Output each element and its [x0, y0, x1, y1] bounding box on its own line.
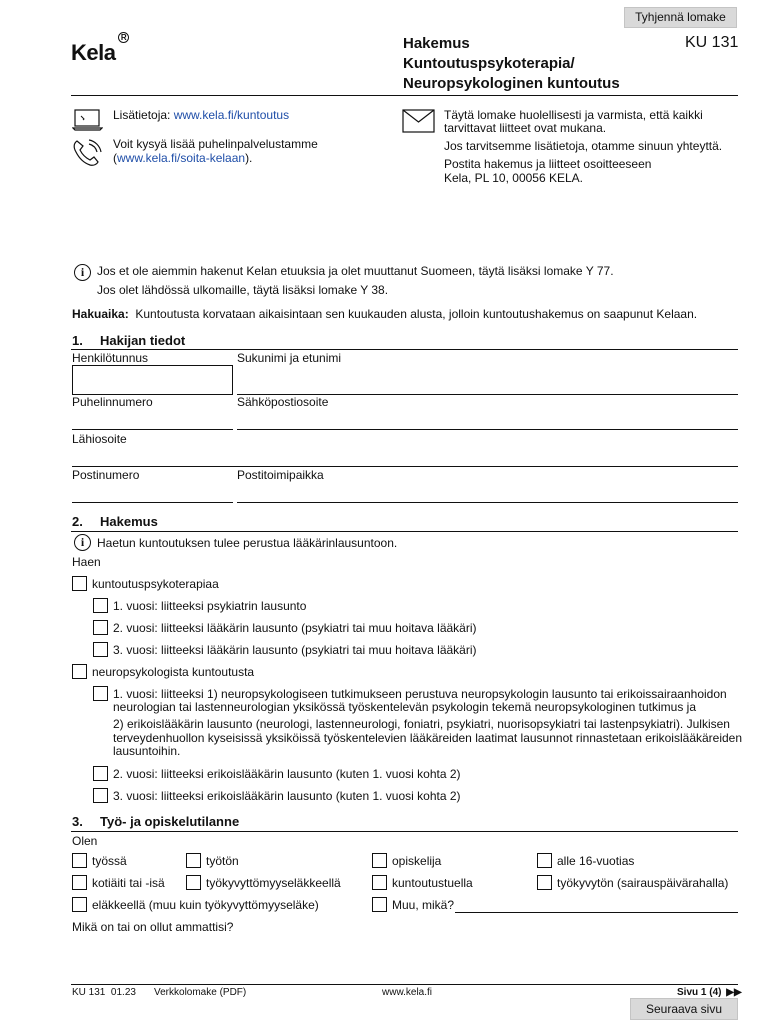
under16-label: alle 16-vuotias [557, 854, 635, 868]
name-label: Sukunimi ja etunimi [237, 351, 342, 365]
disability-pension-checkbox[interactable] [186, 875, 201, 890]
footer-page-number [677, 987, 742, 998]
psychotherapy-year2-label: 2. vuosi: liitteeksi lääkärin lausunto (psykiatri tai muu hoitava lääkäri) [113, 621, 477, 635]
section1-divider [71, 349, 738, 350]
notice-line-2: Jos olet lähdössä ulkomaille, täytä lisäksi lomake Y 38. [97, 283, 389, 297]
ssn-label: Henkilötunnus [72, 351, 149, 365]
section2-info-icon: i [74, 534, 91, 551]
footer-website: www.kela.fi [382, 987, 433, 998]
email-label: Sähköpostiosoite [237, 395, 329, 409]
header-title-1: Hakemus [403, 35, 470, 52]
neuropsych-year2-checkbox[interactable] [93, 766, 108, 781]
clear-form-button[interactable]: Tyhjennä lomake [624, 7, 737, 28]
application-period [72, 307, 697, 321]
student-label: opiskelija [392, 854, 442, 868]
application-period-text: Kuntoutusta korvataan aikaisintaan sen kuukauden alusta, jolloin kuntoutushakemus on saapunut Kelaan. [135, 307, 698, 321]
envelope-icon [402, 109, 435, 133]
profession-input[interactable] [72, 938, 738, 955]
more-info-line [113, 108, 289, 122]
address-input[interactable] [72, 450, 738, 467]
city-input[interactable] [237, 486, 738, 503]
mail-line-1: Täytä lomake huolellisesti ja varmista, että kaikki [444, 108, 703, 122]
phone-icon [71, 138, 103, 168]
profession-label: Mikä on tai on ollut ammattisi? [72, 920, 234, 934]
mail-line-5: Kela, PL 10, 00056 KELA. [444, 171, 583, 185]
header-title-3: Neuropsykologinen kuntoutus [403, 75, 620, 92]
phone-paren-close: ). [245, 151, 253, 165]
apply-label: Haen [72, 555, 101, 569]
psychotherapy-checkbox[interactable] [72, 576, 87, 591]
form-code: KU 131 [685, 34, 739, 51]
next-page-button[interactable]: Seuraava sivu [630, 998, 738, 1020]
info-icon: i [74, 264, 91, 281]
homemaker-checkbox[interactable] [72, 875, 87, 890]
footer-form-code: KU 131 01.23 [72, 987, 136, 998]
more-info-label: Lisätietoja: [113, 108, 174, 122]
mail-line-3: Jos tarvitsemme lisätietoja, otamme sinuun yhteyttä. [444, 139, 723, 153]
unemployed-checkbox[interactable] [186, 853, 201, 868]
working-checkbox[interactable] [72, 853, 87, 868]
student-checkbox[interactable] [372, 853, 387, 868]
phone-info-line1: Voit kysyä lisää puhelinpalvelustamme [113, 137, 318, 151]
neuropsych-year1-checkbox[interactable] [93, 686, 108, 701]
city-label: Postitoimipaikka [237, 468, 324, 482]
working-label: työssä [92, 854, 127, 868]
other-checkbox[interactable] [372, 897, 387, 912]
header-title-2: Kuntoutuspsykoterapia/ [403, 55, 575, 72]
other-input[interactable] [455, 896, 738, 913]
psychotherapy-year3-checkbox[interactable] [93, 642, 108, 657]
neuropsych-year1-line5: lausuntoihin. [113, 744, 181, 758]
phone-service-link[interactable]: www.kela.fi/soita-kelaan [117, 151, 246, 165]
postcode-input[interactable] [72, 486, 233, 503]
neuropsych-year1-line3: 2) erikoislääkärin lausunto (neurologi, lastenneurologi, foniatri, psykiatri, nuorisopsykiatri tai lastenpsykiatri). Julkisen [113, 717, 730, 731]
more-info-link[interactable]: www.kela.fi/kuntoutus [173, 108, 290, 122]
phone-input[interactable] [72, 413, 233, 430]
logo-text: Kela [71, 40, 116, 65]
name-input[interactable] [237, 378, 738, 395]
psychotherapy-year2-checkbox[interactable] [93, 620, 108, 635]
neuropsych-year3-checkbox[interactable] [93, 788, 108, 803]
psychotherapy-year3-label: 3. vuosi: liitteeksi lääkärin lausunto (psykiatri tai muu hoitava lääkäri) [113, 643, 477, 657]
psychotherapy-year1-label: 1. vuosi: liitteeksi psykiatrin lausunto [113, 599, 307, 613]
pension-label: eläkkeellä (muu kuin työkyvyttömyyseläke) [92, 898, 319, 912]
neuropsych-year2-label: 2. vuosi: liitteeksi erikoislääkärin lausunto (kuten 1. vuosi kohta 2) [113, 767, 461, 781]
postcode-label: Postinumero [72, 468, 140, 482]
phone-info-line2 [113, 151, 252, 165]
neuropsych-year1-line4: terveydenhuollon kyseisissä yksiköissä työskentelevien lääkäreiden laatimat lausunnot rinnastetaan erikoislääkäreiden [113, 731, 743, 745]
psychotherapy-year1-checkbox[interactable] [93, 598, 108, 613]
sick-leave-label: työkyvytön (sairauspäivärahalla) [557, 876, 729, 890]
section2-info-text: Haetun kuntoutuksen tulee perustua lääkärinlausuntoon. [97, 536, 398, 550]
section2-number: 2. [72, 514, 83, 529]
logo-registered-mark: R [118, 32, 129, 43]
next-arrow-icon: ▶▶ [726, 987, 742, 998]
rehab-allowance-label: kuntoutustuella [392, 876, 473, 890]
neuropsych-label: neuropsykologista kuntoutusta [92, 665, 255, 679]
page-number-text: Sivu 1 (4) [677, 987, 722, 998]
rehab-allowance-checkbox[interactable] [372, 875, 387, 890]
mail-line-2: tarvittavat liitteet ovat mukana. [444, 121, 607, 135]
kela-logo [71, 33, 127, 66]
disability-pension-label: työkyvyttömyyseläkkeellä [206, 876, 341, 890]
section1-title: Hakijan tiedot [100, 333, 186, 348]
section2-divider [71, 531, 738, 532]
other-label: Muu, mikä? [392, 898, 455, 912]
status-label: Olen [72, 834, 98, 848]
phone-paren-open: ( [113, 151, 117, 165]
section3-title: Työ- ja opiskelutilanne [100, 814, 240, 829]
psychotherapy-label: kuntoutuspsykoterapiaa [92, 577, 219, 591]
section3-divider [71, 831, 738, 832]
computer-icon [72, 108, 103, 132]
email-input[interactable] [237, 413, 738, 430]
mail-line-4: Postita hakemus ja liitteet osoitteeseen [444, 157, 652, 171]
neuropsych-year3-label: 3. vuosi: liitteeksi erikoislääkärin lausunto (kuten 1. vuosi kohta 2) [113, 789, 461, 803]
notice-line-1: Jos et ole aiemmin hakenut Kelan etuuksia ja olet muuttanut Suomeen, täytä lisäksi lomake Y 77. [97, 264, 614, 278]
homemaker-label: kotiäiti tai -isä [92, 876, 165, 890]
under16-checkbox[interactable] [537, 853, 552, 868]
header-divider [71, 95, 738, 96]
phone-label: Puhelinnumero [72, 395, 153, 409]
unemployed-label: työtön [206, 854, 239, 868]
section2-title: Hakemus [100, 514, 158, 529]
neuropsych-year1-line2: neurologian tai lastenneurologian yksikössä työskentelevän psykologin tekemä neuropsykologinen tutkimus ja [113, 700, 697, 714]
ssn-input[interactable] [72, 365, 233, 395]
neuropsych-year1-line1: 1. vuosi: liitteeksi 1) neuropsykologiseen tutkimukseen perustuva neuropsykologin lausunto tai erikoissairaanhoidon [113, 687, 727, 701]
neuropsych-checkbox[interactable] [72, 664, 87, 679]
footer-form-type: Verkkolomake (PDF) [154, 987, 247, 998]
section1-number: 1. [72, 333, 83, 348]
pension-checkbox[interactable] [72, 897, 87, 912]
section3-number: 3. [72, 814, 83, 829]
address-label: Lähiosoite [72, 432, 127, 446]
sick-leave-checkbox[interactable] [537, 875, 552, 890]
application-period-label: Hakuaika: [72, 307, 129, 321]
footer-divider [71, 984, 738, 985]
